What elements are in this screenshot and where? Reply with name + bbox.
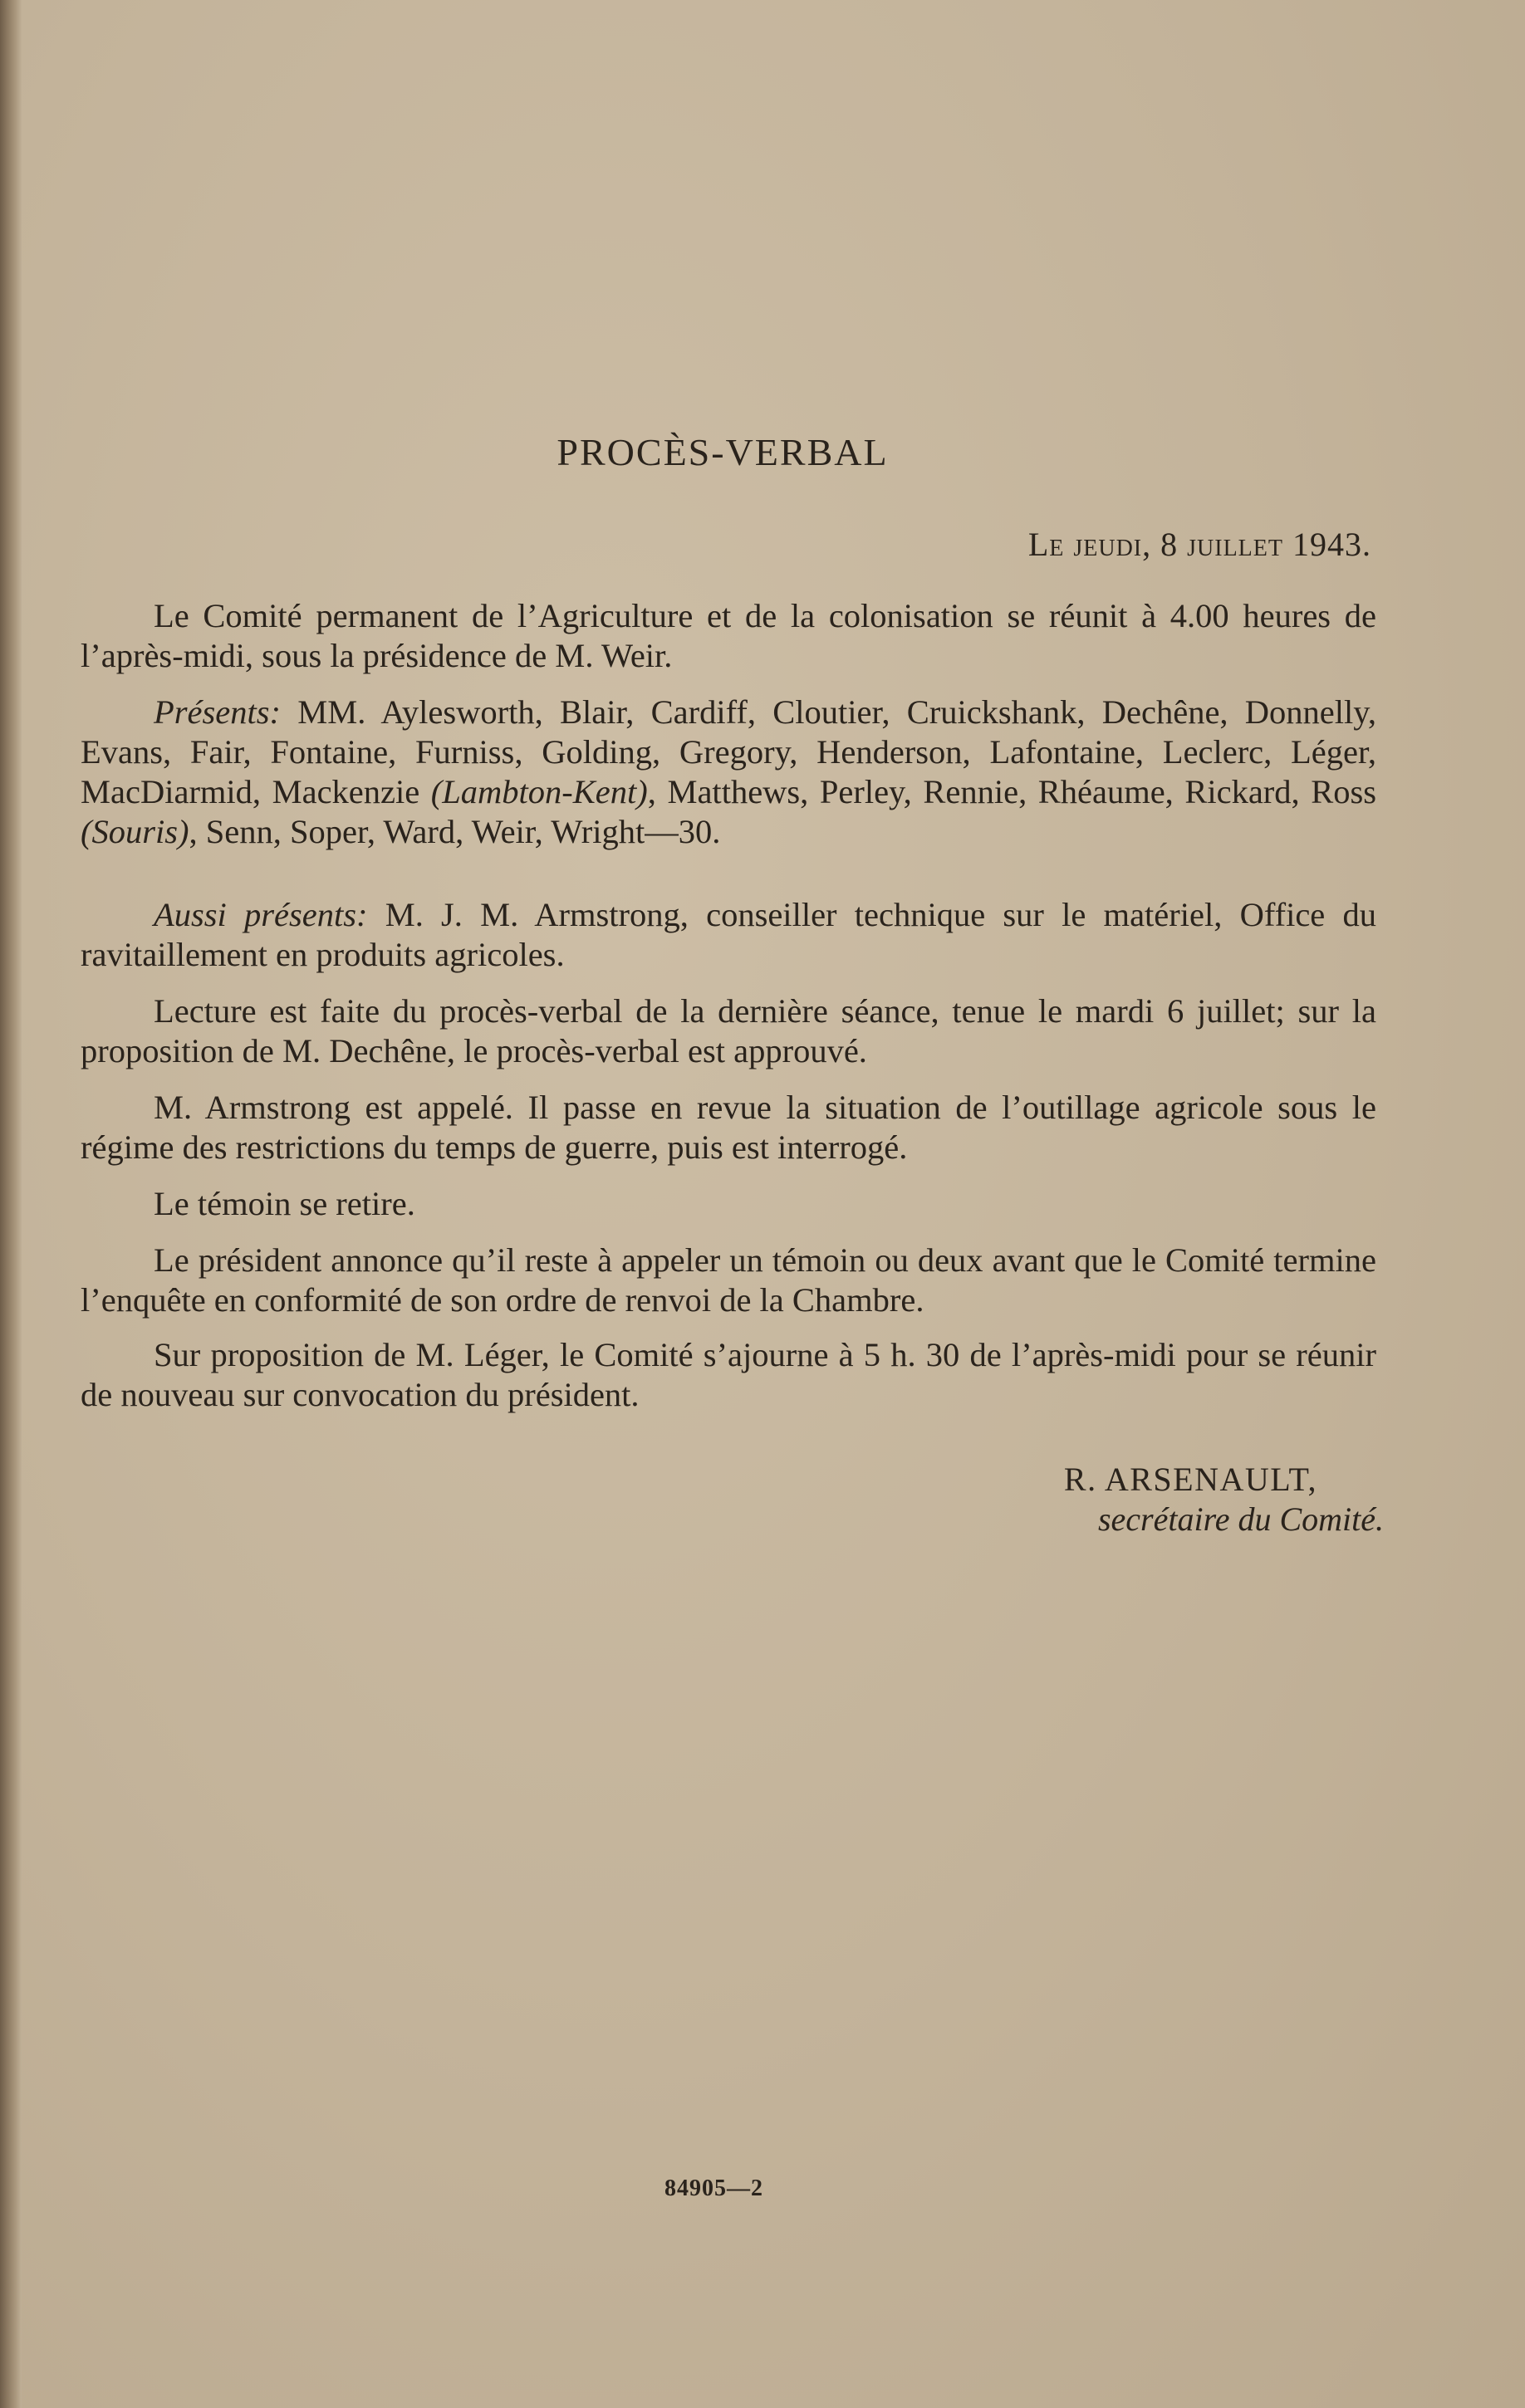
- signature-name: R. ARSENAULT,: [1063, 1461, 1317, 1498]
- paragraph-text: , Senn, Soper, Ward, Weir, Wright—30.: [189, 813, 721, 850]
- paragraph-opening: [81, 596, 1376, 676]
- signature-block: [1063, 1460, 1384, 1539]
- paragraph-temoin: [81, 1184, 1376, 1224]
- paragraph-text: Sur proposition de M. Léger, le Comité s’ajourne à 5 h. 30 de l’après-midi pour se réunir de nouveau sur convocation du président.: [81, 1336, 1376, 1413]
- paragraph-lead: Aussi présents:: [154, 896, 368, 933]
- paragraph-ajourne: [81, 1335, 1376, 1415]
- paragraph-text: M. J. M. Armstrong, conseiller technique sur le matériel, Office du ravitaillement en produits agricoles.: [81, 896, 1376, 973]
- paragraph-text: Le président annonce qu’il reste à appeler un témoin ou deux avant que le Comité termine l’enquête en conformité de son ordre de renvoi de la Chambre.: [81, 1241, 1376, 1319]
- paragraph-lead: Présents:: [154, 693, 281, 731]
- paragraph-italic: (Lambton-Kent): [430, 773, 648, 810]
- paragraph-text: M. Armstrong est appelé. Il passe en revue la situation de l’outillage agricole sous le régime des restrictions du temps de guerre, puis est interrogé.: [81, 1089, 1376, 1166]
- paragraph-text: , Matthews, Perley, Rennie, Rhéaume, Rickard, Ross: [647, 773, 1376, 810]
- binding-edge: [0, 0, 22, 2408]
- paragraph-presents: [81, 693, 1376, 852]
- document-heading: PROCÈS-VERBAL: [557, 431, 889, 473]
- paragraph-armstrong: [81, 1088, 1376, 1167]
- footer-code: 84905—2: [664, 2176, 763, 2201]
- paragraph-italic: (Souris): [81, 813, 189, 850]
- paragraph-aussi-presents: [81, 895, 1376, 975]
- paragraph-lecture: [81, 991, 1376, 1071]
- paragraph-text: Le témoin se retire.: [154, 1185, 415, 1222]
- paragraph-text: MM. Aylesworth, Blair, Cardiff, Cloutier, Cruickshank, Dechêne, Donnelly, Evans, Fair, Fontaine, Furniss, Golding, Gregory, Henderson, Lafontaine, Leclerc, Léger, MacDiarmid, Mackenzie: [81, 693, 1376, 810]
- paragraph-text: Lecture est faite du procès-verbal de la dernière séance, tenue le mardi 6 juillet; sur la proposition de M. Dechêne, le procès-verbal est approuvé.: [81, 992, 1376, 1069]
- signature-role: secrétaire du Comité.: [1097, 1500, 1384, 1538]
- dateline: Le jeudi, 8 juillet 1943.: [1027, 526, 1371, 563]
- paragraph-president: [81, 1241, 1376, 1320]
- paragraph-text: Le Comité permanent de l’Agriculture et de la colonisation se réunit à 4.00 heures de l’après-midi, sous la présidence de M. Weir.: [81, 597, 1376, 674]
